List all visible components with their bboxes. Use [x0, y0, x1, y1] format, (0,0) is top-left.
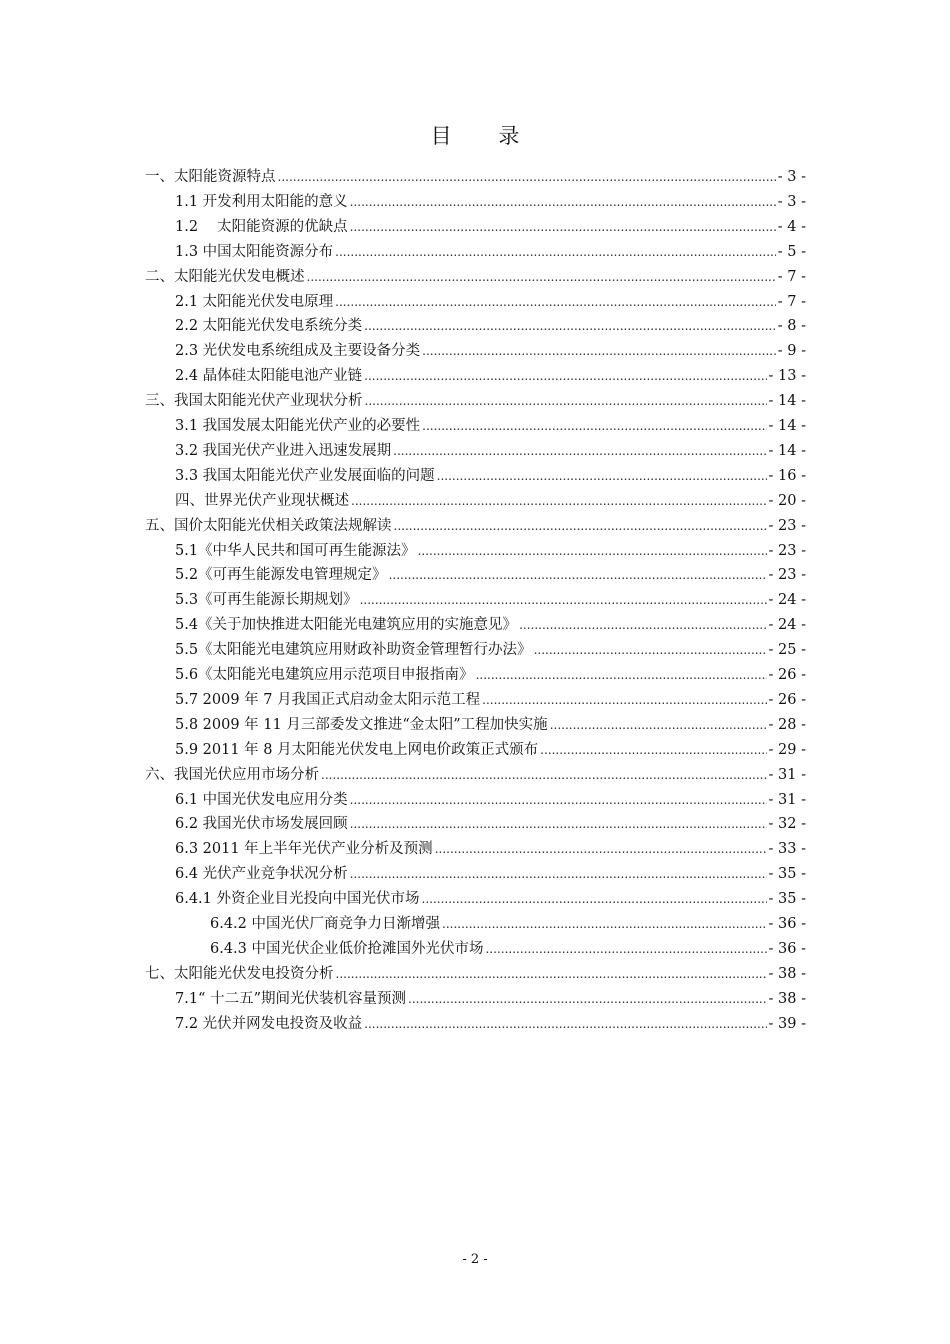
toc-entry-label: 3.2 我国光伏产业进入迅速发展期: [175, 442, 392, 459]
toc-leader-dots: [476, 663, 767, 687]
toc-entry[interactable]: [175, 812, 806, 836]
toc-leader-dots: [389, 563, 767, 587]
toc-entry[interactable]: [145, 389, 806, 413]
toc-entry-label: 5.7 2009 年 7 月我国正式启动金太阳示范工程: [175, 691, 481, 708]
toc-entry-label: 6.1 中国光伏发电应用分类: [175, 791, 348, 808]
toc-leader-dots: [422, 887, 767, 911]
toc-entry-page: - 31 -: [768, 791, 806, 808]
toc-entry-label: 1.1 开发利用太阳能的意义: [175, 193, 348, 210]
toc-leader-dots: [393, 439, 766, 463]
toc-entry-label: 二、太阳能光伏发电概述: [145, 268, 305, 285]
toc-entry-label: 5.8 2009 年 11 月三部委发文推进“金太阳”工程加快实施: [175, 716, 548, 733]
toc-entry-label: 6.3 2011 年上半年光伏产业分析及预测: [175, 841, 433, 858]
toc-entry-label: 1.2 太阳能资源的优缺点: [175, 218, 348, 235]
toc-entry-page: - 39 -: [768, 1015, 806, 1032]
toc-leader-dots: [351, 489, 767, 513]
toc-entry-page: - 7 -: [777, 268, 806, 285]
toc-entry-label: 3.3 我国太阳能光伏产业发展面临的问题: [175, 467, 435, 484]
toc-entry[interactable]: [175, 240, 806, 264]
toc-entry[interactable]: [175, 539, 806, 563]
toc-entry[interactable]: [175, 887, 806, 911]
toc-entry-label: 2.4 晶体硅太阳能电池产业链: [175, 368, 363, 385]
toc-entry-page: - 36 -: [768, 940, 806, 957]
toc-entry-page: - 38 -: [768, 990, 806, 1007]
toc-entry-page: - 31 -: [768, 766, 806, 783]
toc-entry-page: - 25 -: [768, 642, 806, 659]
toc-leader-dots: [335, 240, 776, 264]
toc-entry[interactable]: [175, 414, 806, 438]
toc-leader-dots: [350, 812, 767, 836]
toc-leader-dots: [418, 539, 767, 563]
toc-entry-page: - 35 -: [768, 866, 806, 883]
toc-entry[interactable]: [145, 265, 806, 289]
toc-entry-label: 6.4 光伏产业竞争状况分析: [175, 866, 348, 883]
toc-entry-page: - 36 -: [768, 916, 806, 932]
toc-leader-dots: [336, 962, 767, 986]
toc-entry-page: - 5 -: [777, 243, 806, 260]
page-footer-number: - 2 -: [462, 1252, 488, 1267]
toc-entry-page: - 7 -: [777, 293, 806, 310]
toc-entry[interactable]: [175, 713, 806, 737]
toc-entry-page: - 23 -: [768, 517, 806, 534]
toc-entry-page: - 23 -: [768, 567, 806, 584]
toc-entry[interactable]: [175, 563, 806, 587]
toc-entry-label: 六、我国光伏应用市场分析: [145, 766, 319, 783]
toc-entry-page: - 3 -: [777, 169, 806, 185]
toc-entry-page: - 20 -: [768, 492, 806, 509]
toc-leader-dots: [435, 837, 767, 861]
toc-entry[interactable]: [175, 190, 806, 214]
toc-entry-label: 6.4.2 中国光伏厂商竞争力日渐增强: [210, 916, 441, 932]
toc-leader-dots: [422, 414, 766, 438]
toc-entry-label: 5.9 2011 年 8 月太阳能光伏发电上网电价政策正式颁布: [175, 741, 539, 758]
toc-entry-page: - 14 -: [768, 442, 806, 459]
toc-entry-label: 三、我国太阳能光伏产业现状分析: [145, 393, 363, 410]
toc-entry-label: 7.1“ 十二五”期间光伏装机容量预测: [175, 990, 406, 1007]
toc-entry-label: 四、世界光伏产业现状概述: [175, 492, 349, 509]
toc-entry[interactable]: [175, 987, 806, 1011]
toc-entry[interactable]: [145, 165, 806, 189]
toc-leader-dots: [350, 862, 767, 886]
toc-leader-dots: [394, 514, 767, 538]
toc-entry-label: 七、太阳能光伏发电投资分析: [145, 965, 334, 982]
toc-leader-dots: [360, 588, 767, 612]
toc-entry-label: 6.2 我国光伏市场发展回顾: [175, 816, 348, 833]
toc-leader-dots: [364, 1012, 766, 1036]
toc-entry[interactable]: [175, 339, 806, 363]
toc-entry[interactable]: [175, 464, 806, 488]
toc-entry-label: 2.2 太阳能光伏发电系统分类: [175, 318, 363, 335]
toc-entry-page: - 29 -: [768, 741, 806, 758]
toc-entry[interactable]: [175, 738, 806, 762]
toc-entry-page: - 3 -: [777, 193, 806, 210]
toc-entry-page: - 26 -: [768, 667, 806, 683]
toc-leader-dots: [350, 190, 776, 214]
toc-leader-dots: [540, 738, 766, 762]
toc-leader-dots: [350, 788, 767, 812]
toc-entry-label: 一、太阳能资源特点: [145, 169, 276, 185]
toc-leader-dots: [350, 215, 776, 239]
toc-entry[interactable]: [175, 439, 806, 463]
toc-leader-dots: [335, 290, 776, 314]
toc-entry-page: - 9 -: [777, 343, 806, 360]
toc-entry[interactable]: [175, 688, 806, 712]
toc-entry-page: - 26 -: [768, 691, 806, 708]
toc-leader-dots: [519, 613, 766, 637]
toc-entry[interactable]: [145, 763, 806, 787]
toc-entry[interactable]: [175, 663, 806, 687]
toc-entry[interactable]: [175, 788, 806, 812]
toc-entry-page: - 8 -: [777, 318, 806, 335]
toc-leader-dots: [534, 638, 767, 662]
toc-leader-dots: [278, 165, 776, 189]
toc-leader-dots: [365, 389, 767, 413]
toc-entry-page: - 32 -: [768, 816, 806, 833]
toc-leader-dots: [437, 464, 767, 488]
toc-entry-page: - 14 -: [768, 393, 806, 410]
toc-leader-dots: [408, 987, 767, 1011]
toc-leader-dots: [307, 265, 776, 289]
toc-leader-dots: [364, 314, 776, 338]
toc-entry-page: - 16 -: [768, 467, 806, 484]
toc-entry[interactable]: [175, 588, 806, 612]
toc-entry-label: 2.1 太阳能光伏发电原理: [175, 293, 334, 310]
toc-entry-page: - 24 -: [768, 617, 806, 634]
toc-entry-page: - 38 -: [768, 965, 806, 982]
toc-entry[interactable]: [175, 314, 806, 338]
toc-entry[interactable]: [175, 290, 806, 314]
toc-entry-label: 5.6《太阳能光电建筑应用示范项目申报指南》: [175, 667, 474, 683]
toc-entry-page: - 35 -: [768, 891, 806, 908]
toc-entry-page: - 14 -: [768, 418, 806, 434]
toc-title: 目 录: [430, 124, 540, 148]
toc-entry-label: 5.4《关于加快推进太阳能光电建筑应用的实施意见》: [175, 617, 518, 634]
toc-entry-label: 1.3 中国太阳能资源分布: [175, 243, 334, 260]
toc-entry-label: 5.1《中华人民共和国可再生能源法》: [175, 542, 416, 559]
toc-entry[interactable]: [175, 364, 806, 388]
toc-entry[interactable]: [175, 862, 806, 886]
toc-entry-label: 5.5《太阳能光电建筑应用财政补助资金管理暂行办法》: [175, 642, 532, 659]
toc-entry-page: - 23 -: [768, 542, 806, 559]
toc-leader-dots: [422, 339, 776, 363]
toc-entry-page: - 4 -: [777, 218, 806, 235]
toc-entry[interactable]: [145, 514, 806, 538]
toc-leader-dots: [321, 763, 767, 787]
toc-leader-dots: [442, 912, 767, 936]
toc-entry-label: 7.2 光伏并网发电投资及收益: [175, 1015, 363, 1032]
toc-entry-label: 6.4.1 外资企业目光投向中国光伏市场: [175, 891, 420, 908]
toc-leader-dots: [482, 688, 766, 712]
toc-entry[interactable]: [175, 489, 806, 513]
toc-entry-label: 3.1 我国发展太阳能光伏产业的必要性: [175, 418, 421, 434]
toc-entry[interactable]: [210, 912, 806, 936]
toc-entry[interactable]: [145, 962, 806, 986]
toc-entry[interactable]: [210, 937, 806, 961]
toc-leader-dots: [486, 937, 767, 961]
toc-entry-label: 五、国价太阳能光伏相关政策法规解读: [145, 517, 392, 534]
toc-entry[interactable]: [175, 638, 806, 662]
toc-entry[interactable]: [175, 613, 806, 637]
toc-entry-label: 5.3《可再生能源长期规划》: [175, 592, 358, 609]
toc-entry-page: - 33 -: [768, 841, 806, 858]
toc-leader-dots: [364, 364, 766, 388]
toc-entry-page: - 13 -: [768, 368, 806, 385]
toc-entry-label: 6.4.3 中国光伏企业低价抢滩国外光伏市场: [210, 940, 484, 957]
toc-entry-label: 2.3 光伏发电系统组成及主要设备分类: [175, 343, 421, 360]
toc-entry[interactable]: [175, 837, 806, 861]
toc-entry[interactable]: [175, 215, 806, 239]
toc-entry[interactable]: [175, 1012, 806, 1036]
toc-entry-label: 5.2《可再生能源发电管理规定》: [175, 567, 387, 584]
toc-entry-page: - 24 -: [768, 592, 806, 609]
toc-leader-dots: [550, 713, 767, 737]
toc-entry-page: - 28 -: [768, 716, 806, 733]
